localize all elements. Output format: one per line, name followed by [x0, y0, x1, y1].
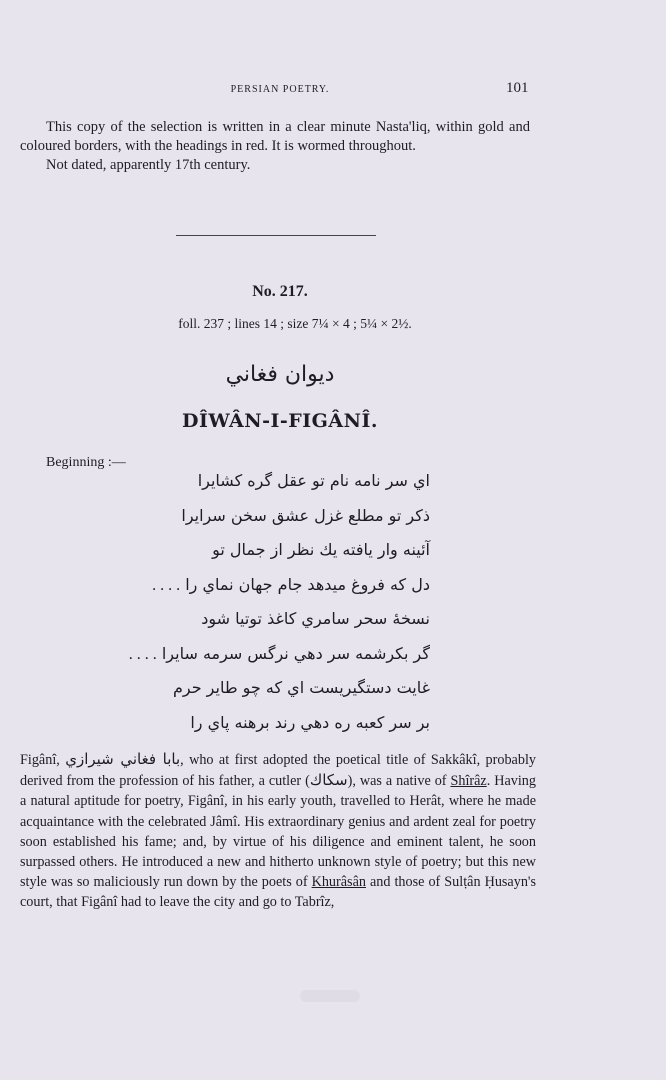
persian-title: ديوان فغاني	[225, 362, 335, 387]
entry-description: foll. 237 ; lines 14 ; size 7¼ × 4 ; 5¼ × 2½.	[178, 316, 412, 331]
ellipsis: . . . .	[152, 576, 181, 594]
verse-line: غايت دستگيريست اي که چو طاير حرم	[172, 678, 430, 697]
intro-section	[20, 118, 530, 175]
place-shiraz: Shîrâz	[450, 773, 487, 790]
verse-line: دل که فروغ ميدهد جام جهان نماي را . . . .	[152, 574, 430, 594]
poet-name-arabic: بابا فغاني شيرازي	[65, 750, 181, 768]
verse-line: اي سر نامه نام تو عقل گره کشايرا	[197, 471, 430, 490]
page-smudge	[300, 990, 360, 1002]
verse-line: بر سر کعبه ره دهي رند برهنه پاي را	[190, 712, 430, 732]
ellipsis: . . . .	[128, 645, 157, 663]
place-khurasan: Khurâsân	[311, 874, 366, 891]
beginning-label: Beginning :—	[46, 455, 126, 470]
page-number: 101	[506, 80, 529, 96]
intro-paragraph-2: Not dated, apparently 17th century.	[46, 157, 251, 173]
intro-paragraph-1: This copy of the selection is written in a clear minute Nasta'liq, within gold and coloured borders, with the headings in red. It is wormed throughout.	[20, 119, 530, 154]
verse-line: نسخهٔ سحر سامري کاغذ توتيا شود	[201, 609, 430, 628]
verse-line: گر بکرشمه سر دهي نرگس سرمه سايرا . . . .	[128, 643, 430, 663]
verse-line: آئينه وار يافته يك نظر از جمال تو	[212, 540, 430, 559]
arabic-word: سکاك	[309, 771, 348, 790]
entry-number: No. 217.	[252, 283, 308, 300]
biography-paragraph: Figânî, بابا فغاني شيرازي, who at first adopted the poetical title of Sakkâkî, probably derived from the profession of his father, a cutler (سکاك), was a native of Shîrâz. Having a natural aptitude for poetry, Figânî, in his early youth, travelled to Herât, where he made acquaintance with the celebrated Jâmî. His extraordinary genius and ardent zeal for poetry soon established his fame; and, by virtue of his diligence and eminent talent, he soon surpassed others. He introduced a new and hitherto unknown style of poetry; but this new style was so maliciously run down by the poets of Khurâsân and those of Sulṭân Ḥusayn's court, that Figânî had to leave the city and go to Tabrîz,	[20, 750, 536, 911]
verse-block	[60, 464, 430, 740]
latin-title: DÎWÂN-I-FIGÂNÎ.	[182, 410, 378, 432]
poet-name: Figânî,	[20, 752, 60, 768]
verse-line: ذکر تو مطلع غزل عشق سخن سرايرا	[181, 505, 430, 525]
section-divider	[176, 235, 376, 236]
running-title: PERSIAN POETRY.	[230, 84, 330, 95]
